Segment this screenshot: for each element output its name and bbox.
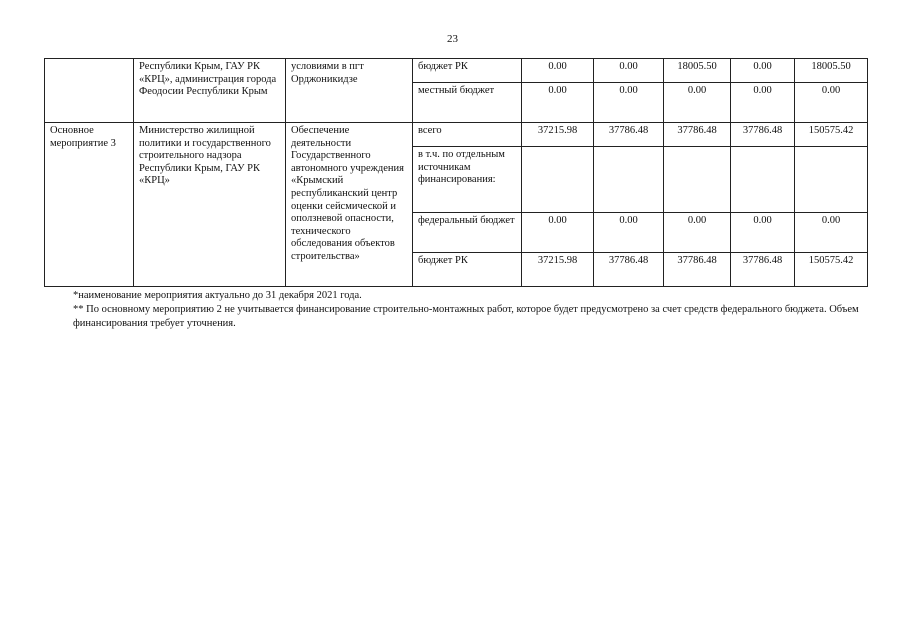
funding-source-cell: всего — [413, 123, 522, 147]
footnote-1: *наименование мероприятия актуально до 31 декабря 2021 года. — [73, 290, 362, 301]
footnote-2: ** По основному мероприятию 2 не учитывается финансирование строительно-монтажных работ, которое будет предусмотрено за счет средств федерального бюджета. Объем финансирования требует уточнения. — [73, 304, 859, 330]
value-cell: 37786.48 — [664, 253, 731, 287]
event-name-cell — [45, 59, 134, 123]
value-cell — [522, 147, 594, 213]
value-cell — [795, 147, 868, 213]
value-cell: 150575.42 — [795, 123, 868, 147]
footnotes — [73, 289, 873, 332]
value-cell: 150575.42 — [795, 253, 868, 287]
value-cell: 0.00 — [731, 59, 795, 83]
value-cell: 0.00 — [522, 59, 594, 83]
value-cell: 37786.48 — [731, 253, 795, 287]
value-cell: 18005.50 — [664, 59, 731, 83]
value-cell: 0.00 — [522, 83, 594, 123]
funding-source-cell: местный бюджет — [413, 83, 522, 123]
funding-source-cell: бюджет РК — [413, 253, 522, 287]
value-cell: 37786.48 — [594, 253, 664, 287]
value-cell: 0.00 — [664, 83, 731, 123]
value-cell: 0.00 — [664, 213, 731, 253]
value-cell: 0.00 — [594, 83, 664, 123]
table-row — [45, 123, 868, 147]
description-cell: Обеспечение деятельности Государственного автономного учреждения «Крымский республиканский центр оценки сейсмической и оползневой опасности, технического обследования объектов строительства» — [286, 123, 413, 287]
event-name-cell: Основное мероприятие 3 — [45, 123, 134, 287]
funding-source-cell: в т.ч. по отдельным источникам финансирования: — [413, 147, 522, 213]
budget-table — [44, 58, 868, 287]
value-cell: 0.00 — [731, 213, 795, 253]
value-cell: 37215.98 — [522, 123, 594, 147]
value-cell: 0.00 — [594, 59, 664, 83]
value-cell: 0.00 — [522, 213, 594, 253]
executor-cell: Министерство жилищной политики и государственного строительного надзора Республики Крым, ГАУ РК «КРЦ» — [134, 123, 286, 287]
value-cell: 37786.48 — [664, 123, 731, 147]
value-cell: 37786.48 — [731, 123, 795, 147]
value-cell — [664, 147, 731, 213]
value-cell: 0.00 — [731, 83, 795, 123]
page-number: 23 — [447, 33, 458, 45]
value-cell: 0.00 — [795, 213, 868, 253]
description-cell: условиями в пгт Орджоникидзе — [286, 59, 413, 123]
funding-source-cell: бюджет РК — [413, 59, 522, 83]
value-cell: 37215.98 — [522, 253, 594, 287]
table-row — [45, 59, 868, 83]
value-cell: 0.00 — [594, 213, 664, 253]
executor-cell: Республики Крым, ГАУ РК «КРЦ», администрация города Феодосии Республики Крым — [134, 59, 286, 123]
funding-source-cell: федеральный бюджет — [413, 213, 522, 253]
value-cell — [594, 147, 664, 213]
value-cell — [731, 147, 795, 213]
value-cell: 18005.50 — [795, 59, 868, 83]
value-cell: 0.00 — [795, 83, 868, 123]
value-cell: 37786.48 — [594, 123, 664, 147]
